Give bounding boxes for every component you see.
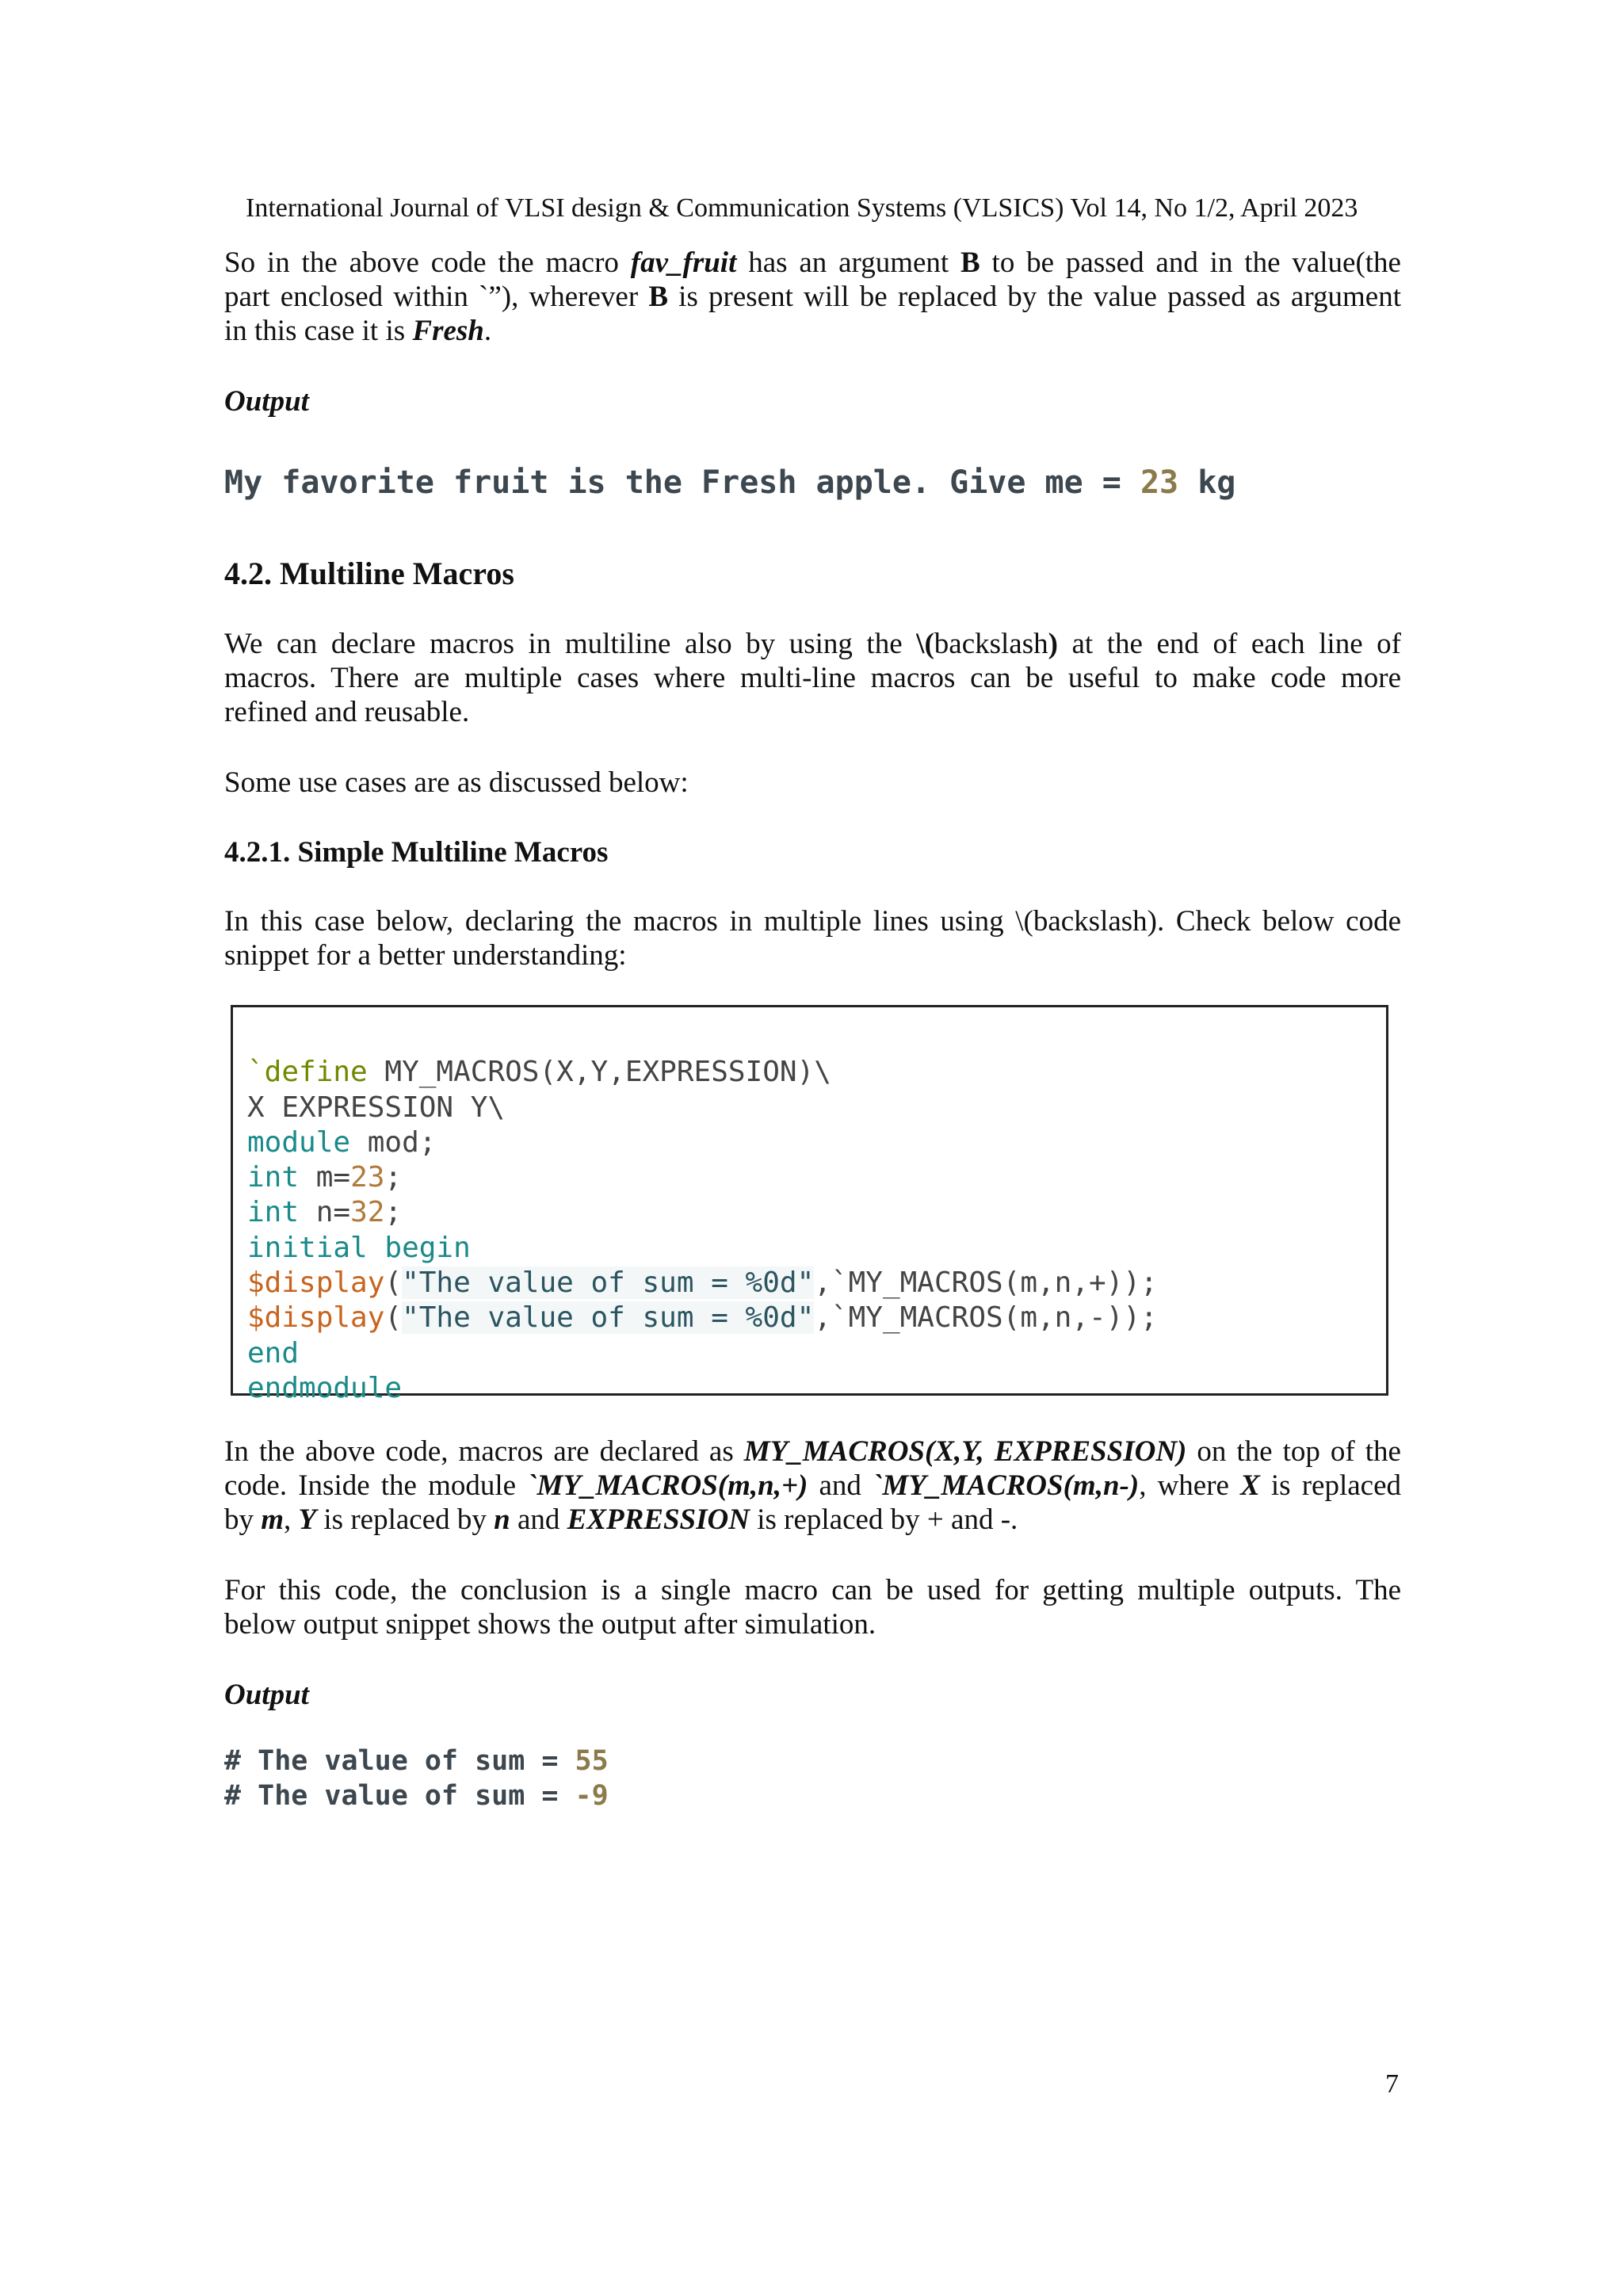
output-snippet-1: My favorite fruit is the Fresh apple. Give me = 23 kg <box>224 464 1236 501</box>
code-snippet-box <box>231 1005 1388 1404</box>
journal-header: International Journal of VLSI design & Communication Systems (VLSICS) Vol 14, No 1/2, April 2023 <box>246 193 1358 223</box>
paragraph-use-cases: Some use cases are as discussed below: <box>224 766 689 799</box>
section-heading: 4.2. Multiline Macros <box>224 556 514 591</box>
paragraph-code-explanation: In the above code, macros are declared as MY_MACROS(X,Y, EXPRESSION) on the top of the code. Inside the module `MY_MACROS(m,n,+) and `MY_MACROS(m,n-), where X is replaced by m, Y is replaced by n and EXPRESSION is replaced by + and -. <box>224 1435 1401 1536</box>
output-label-2: Output <box>224 1679 309 1711</box>
code-snippet: `define MY_MACROS(X,Y,EXPRESSION)\ X EXPRESSION Y\ module mod; int m=23; int n=32; initial begin $display("The value of sum = %0d",`MY_MACROS(m,n,+)); $display("The value of sum = %0d",`MY_MACROS(m,n,-)); end endmodule <box>247 1056 1158 1404</box>
subsection-heading: 4.2.1. Simple Multiline Macros <box>224 836 609 869</box>
page-number: 7 <box>1385 2069 1399 2099</box>
paragraph-conclusion: For this code, the conclusion is a single macro can be used for getting multiple outputs. The below output snippet shows the output after simulation. <box>224 1574 1401 1641</box>
output-label: Output <box>224 385 309 418</box>
paragraph-macro-argument: So in the above code the macro fav_fruit has an argument B to be passed and in the value(the part enclosed within `”), wherever B is present will be replaced by the value passed as argument in this case it is Fresh. <box>224 246 1401 347</box>
paragraph-simple-multiline: In this case below, declaring the macros in multiple lines using \(backslash). Check below code snippet for a better understanding: <box>224 905 1401 972</box>
output-snippet-2: # The value of sum = 55 # The value of sum = -9 <box>224 1745 609 1812</box>
paragraph-multiline-intro: We can declare macros in multiline also by using the \(backslash) at the end of each line of macros. There are multiple cases where multi-line macros can be useful to make code more refined and reusable. <box>224 628 1401 728</box>
